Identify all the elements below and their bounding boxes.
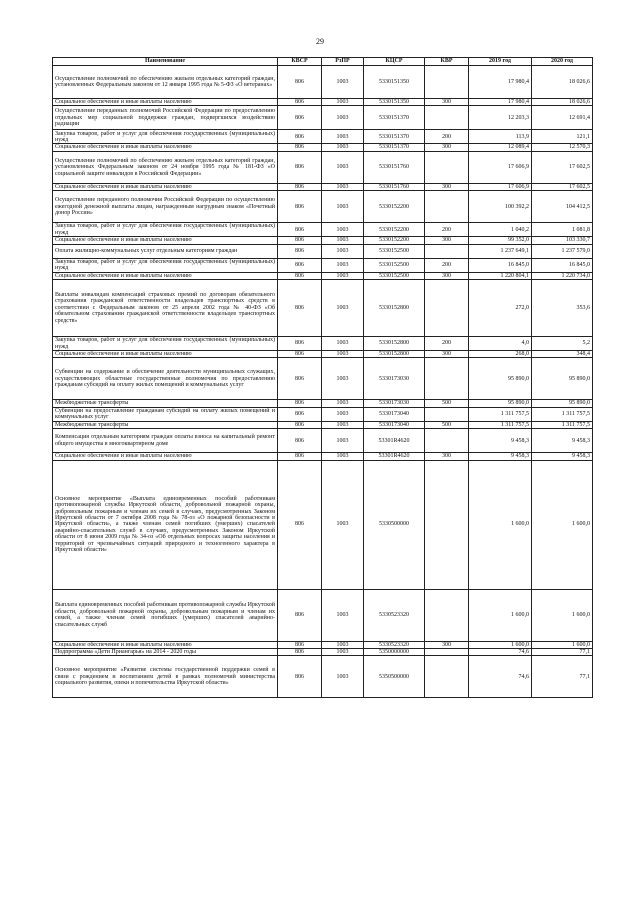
- header-2019: 2019 год: [469, 58, 532, 66]
- row-value-2019: 1 311 757,5: [469, 407, 532, 421]
- row-value-2019: 95 890,0: [469, 358, 532, 400]
- row-rzpr: 1003: [322, 337, 364, 351]
- row-rzpr: 1003: [322, 453, 364, 460]
- table-row: [53, 407, 593, 421]
- row-value-2020: 1 600,0: [532, 460, 593, 589]
- row-rzpr: 1003: [322, 66, 364, 99]
- row-value-2019: 1 600,0: [469, 460, 532, 589]
- row-name: Оплата жилищно-коммунальных услуг отдельным категориям граждан: [53, 244, 278, 258]
- row-kvr: [425, 429, 469, 453]
- row-kvsr: 806: [278, 337, 322, 351]
- row-value-2019: 17 606,9: [469, 151, 532, 183]
- row-value-2020: 18 026,6: [532, 66, 593, 99]
- row-kvsr: 806: [278, 244, 322, 258]
- row-kvsr: 806: [278, 460, 322, 589]
- table-row: [53, 237, 593, 244]
- row-kvsr: 806: [278, 191, 322, 223]
- row-rzpr: 1003: [322, 656, 364, 698]
- row-name: Закупка товаров, работ и услуг для обеспечения государственных (муниципальных) нужд: [53, 130, 278, 144]
- row-name: Выплата единовременных пособий работникам противопожарной службы Иркутской области, добровольной пожарной охраны, добровольным пожарным и членам их семей, а также членам семей погибших (умерших) спасателей аварийно-спасательных служб: [53, 589, 278, 641]
- row-value-2020: 1 600,0: [532, 589, 593, 641]
- row-value-2019: 268,0: [469, 351, 532, 358]
- row-name: Межбюджетные трансферты: [53, 421, 278, 428]
- row-kcsr: 5330152200: [364, 237, 425, 244]
- row-value-2019: 99 352,0: [469, 237, 532, 244]
- row-name: Социальное обеспечение и иные выплаты населению: [53, 99, 278, 106]
- row-kvr: [425, 589, 469, 641]
- table-row: [53, 272, 593, 279]
- table-row: [53, 223, 593, 237]
- table-row: [53, 191, 593, 223]
- row-kcsr: 53301R4620: [364, 453, 425, 460]
- row-name: Основное мероприятие «Выплата единовременных пособий работникам противопожарной службы Иркутской области, добровольной пожарной охраны, добровольным пожарным и членам их семей в случаях, предусмотренных Законом Иркутской области от 7 октября 2008 года № 78-оз «О пожарной безопасности в Иркутской области», а также членам семей погибших (умерших) спасателей аварийно-спасательных служб в случаях, предусмотренных Законом Иркутской области от 8 июня 2009 года № 34-оз «Об отдельных вопросах защиты населения и территорий от чрезвычайных ситуаций природного и техногенного характера в Иркутской области»: [53, 460, 278, 589]
- row-kcsr: 5330173040: [364, 407, 425, 421]
- row-kvr: 500: [425, 400, 469, 407]
- row-rzpr: 1003: [322, 429, 364, 453]
- table-row: [53, 641, 593, 648]
- table-row: [53, 400, 593, 407]
- row-kvsr: 806: [278, 237, 322, 244]
- row-kvr: [425, 66, 469, 99]
- row-value-2020: 9 458,3: [532, 429, 593, 453]
- row-value-2020: 17 602,5: [532, 151, 593, 183]
- row-value-2020: 9 458,3: [532, 453, 593, 460]
- row-name: Выплаты инвалидам компенсаций страховых премий по договорам обязательного страхования гражданской ответственности владельцев транспортных средств в соответствии с Федеральным законом от 25 апреля 2002 года № 40-ФЗ «Об обязательном страховании гражданской ответственности владельцев транспортных средств»: [53, 280, 278, 337]
- row-kvsr: 806: [278, 656, 322, 698]
- row-value-2019: 113,9: [469, 130, 532, 144]
- row-name: Осуществление переданного полномочия Российской Федерации по осуществлению ежегодной денежной выплаты лицам, награжденным нагрудным знаком «Почетный донор России»: [53, 191, 278, 223]
- row-kvsr: 806: [278, 400, 322, 407]
- row-name: Социальное обеспечение и иные выплаты населению: [53, 237, 278, 244]
- row-kvr: [425, 656, 469, 698]
- row-kcsr: 5330151760: [364, 183, 425, 190]
- row-value-2020: 104 412,5: [532, 191, 593, 223]
- row-name: Осуществление полномочий по обеспечению жильем отдельных категорий граждан, установленных Федеральным законом от 12 января 1995 года № 5-ФЗ «О ветеранах»: [53, 66, 278, 99]
- row-kvsr: 806: [278, 183, 322, 190]
- row-kvr: [425, 280, 469, 337]
- row-rzpr: 1003: [322, 237, 364, 244]
- row-kvr: [425, 191, 469, 223]
- row-value-2020: 77,1: [532, 649, 593, 656]
- row-value-2019: 100 392,2: [469, 191, 532, 223]
- row-kvsr: 806: [278, 407, 322, 421]
- row-value-2020: 12 691,4: [532, 106, 593, 130]
- row-kvsr: 806: [278, 144, 322, 151]
- row-value-2020: 353,6: [532, 280, 593, 337]
- header-2020: 2020 год: [532, 58, 593, 66]
- row-kcsr: 53301R4620: [364, 429, 425, 453]
- table-row: [53, 453, 593, 460]
- row-kvsr: 806: [278, 130, 322, 144]
- row-kvsr: 806: [278, 429, 322, 453]
- row-name: Социальное обеспечение и иные выплаты населению: [53, 351, 278, 358]
- row-value-2019: 17 980,4: [469, 66, 532, 99]
- row-value-2019: 1 220 804,1: [469, 272, 532, 279]
- row-kcsr: 5350500000: [364, 656, 425, 698]
- row-value-2020: 348,4: [532, 351, 593, 358]
- row-value-2019: 272,0: [469, 280, 532, 337]
- row-kvsr: 806: [278, 106, 322, 130]
- row-kvsr: 806: [278, 641, 322, 648]
- row-kvsr: 806: [278, 589, 322, 641]
- row-kcsr: 5330151350: [364, 99, 425, 106]
- row-kcsr: 5330500000: [364, 460, 425, 589]
- row-rzpr: 1003: [322, 358, 364, 400]
- header-kvsr: КВСР: [278, 58, 322, 66]
- row-rzpr: 1003: [322, 351, 364, 358]
- row-kcsr: 5330152200: [364, 191, 425, 223]
- row-rzpr: 1003: [322, 151, 364, 183]
- row-value-2019: 9 458,3: [469, 453, 532, 460]
- row-rzpr: 1003: [322, 400, 364, 407]
- table-row: [53, 280, 593, 337]
- row-kcsr: 5330152500: [364, 272, 425, 279]
- table-row: [53, 589, 593, 641]
- table-row: [53, 351, 593, 358]
- row-kvr: [425, 244, 469, 258]
- row-value-2020: 18 026,6: [532, 99, 593, 106]
- table-row: [53, 130, 593, 144]
- row-kvr: 300: [425, 351, 469, 358]
- row-name: Социальное обеспечение и иные выплаты населению: [53, 453, 278, 460]
- row-kcsr: 5330152800: [364, 337, 425, 351]
- row-rzpr: 1003: [322, 223, 364, 237]
- row-name: Подпрограмма «Дети Приангарья» на 2014 - 2020 годы: [53, 649, 278, 656]
- row-name: Межбюджетные трансферты: [53, 400, 278, 407]
- table-row: [53, 151, 593, 183]
- row-kvr: 200: [425, 258, 469, 272]
- row-name: Субвенции на содержание и обеспечение деятельности муниципальных служащих, осуществляющих областные государственные полномочия по предоставлению гражданам субсидий на оплату жилых помещений и коммунальных услуг: [53, 358, 278, 400]
- table-row: [53, 144, 593, 151]
- row-kcsr: 5330173040: [364, 421, 425, 428]
- row-value-2020: 95 890,0: [532, 358, 593, 400]
- row-kvr: 300: [425, 453, 469, 460]
- row-rzpr: 1003: [322, 649, 364, 656]
- row-value-2020: 95 890,0: [532, 400, 593, 407]
- row-kvr: [425, 649, 469, 656]
- row-value-2019: 1 311 757,5: [469, 421, 532, 428]
- row-kcsr: 5330173030: [364, 358, 425, 400]
- row-rzpr: 1003: [322, 280, 364, 337]
- row-kvsr: 806: [278, 453, 322, 460]
- row-kcsr: 5330151370: [364, 130, 425, 144]
- table-row: [53, 337, 593, 351]
- row-kvr: [425, 407, 469, 421]
- row-value-2020: 12 570,3: [532, 144, 593, 151]
- row-kvr: 300: [425, 272, 469, 279]
- row-rzpr: 1003: [322, 421, 364, 428]
- row-name: Социальное обеспечение и иные выплаты населению: [53, 144, 278, 151]
- row-kvsr: 806: [278, 258, 322, 272]
- row-kvsr: 806: [278, 66, 322, 99]
- table-row: [53, 106, 593, 130]
- header-row: [53, 58, 593, 66]
- row-rzpr: 1003: [322, 460, 364, 589]
- row-name: Основное мероприятие «Развитие системы государственной поддержки семей в связи с рождением и воспитанием детей в рамках полномочий министерства социального развития, опеки и попечительства Иркутской области»: [53, 656, 278, 698]
- row-kvr: [425, 106, 469, 130]
- row-name: Осуществление переданных полномочий Российской Федерации по предоставлению отдельных мер социальной поддержки граждан, подвергшихся воздействию радиации: [53, 106, 278, 130]
- row-kcsr: 5330152500: [364, 258, 425, 272]
- row-kcsr: 5330173030: [364, 400, 425, 407]
- row-value-2019: 9 458,3: [469, 429, 532, 453]
- row-value-2019: 1 600,0: [469, 589, 532, 641]
- row-kcsr: 5330152800: [364, 351, 425, 358]
- table-row: [53, 460, 593, 589]
- row-value-2019: 4,0: [469, 337, 532, 351]
- row-rzpr: 1003: [322, 191, 364, 223]
- table-row: [53, 649, 593, 656]
- row-rzpr: 1003: [322, 258, 364, 272]
- header-kvr: КВР: [425, 58, 469, 66]
- header-kcsr: КЦСР: [364, 58, 425, 66]
- row-kvsr: 806: [278, 99, 322, 106]
- row-value-2019: 16 845,0: [469, 258, 532, 272]
- row-kvsr: 806: [278, 649, 322, 656]
- row-value-2019: 1 237 649,1: [469, 244, 532, 258]
- row-value-2019: 74,6: [469, 656, 532, 698]
- row-value-2019: 17 980,4: [469, 99, 532, 106]
- row-value-2020: 17 602,5: [532, 183, 593, 190]
- row-value-2020: 121,1: [532, 130, 593, 144]
- row-kcsr: 5330151370: [364, 144, 425, 151]
- row-name: Субвенции на предоставление гражданам субсидий на оплату жилых помещений и коммунальных услуг: [53, 407, 278, 421]
- row-kcsr: 5330152200: [364, 223, 425, 237]
- row-value-2019: 1 040,2: [469, 223, 532, 237]
- row-kcsr: 5350000000: [364, 649, 425, 656]
- row-kvsr: 806: [278, 421, 322, 428]
- row-value-2020: 1 600,0: [532, 641, 593, 648]
- table-row: [53, 421, 593, 428]
- row-kvsr: 806: [278, 223, 322, 237]
- table-row: [53, 99, 593, 106]
- row-value-2020: 1 237 579,0: [532, 244, 593, 258]
- row-rzpr: 1003: [322, 144, 364, 151]
- row-kvr: [425, 151, 469, 183]
- row-value-2020: 1 081,8: [532, 223, 593, 237]
- row-kvr: [425, 460, 469, 589]
- row-value-2019: 12 203,3: [469, 106, 532, 130]
- row-rzpr: 1003: [322, 106, 364, 130]
- row-kvr: 300: [425, 183, 469, 190]
- row-name: Закупка товаров, работ и услуг для обеспечения государственных (муниципальных) нужд: [53, 337, 278, 351]
- row-name: Закупка товаров, работ и услуг для обеспечения государственных (муниципальных) нужд: [53, 258, 278, 272]
- row-kvr: 200: [425, 337, 469, 351]
- row-name: Осуществление полномочий по обеспечению жильем отдельных категорий граждан, установленных Федеральным законом от 24 ноября 1995 года № 181-ФЗ «О социальной защите инвалидов в Российской Федерации»: [53, 151, 278, 183]
- table-row: [53, 183, 593, 190]
- row-value-2019: 12 089,4: [469, 144, 532, 151]
- row-kcsr: 5330152500: [364, 244, 425, 258]
- row-kvr: [425, 358, 469, 400]
- row-kvr: 200: [425, 130, 469, 144]
- row-kvr: 300: [425, 144, 469, 151]
- row-kvr: 500: [425, 421, 469, 428]
- row-kvr: 300: [425, 99, 469, 106]
- table-row: [53, 258, 593, 272]
- row-value-2020: 5,2: [532, 337, 593, 351]
- table-row: [53, 358, 593, 400]
- row-value-2020: 1 220 734,0: [532, 272, 593, 279]
- row-kcsr: 5330152800: [364, 280, 425, 337]
- row-kvr: 300: [425, 237, 469, 244]
- row-kcsr: 5330151760: [364, 151, 425, 183]
- header-name: Наименование: [53, 58, 278, 66]
- row-kvr: 200: [425, 223, 469, 237]
- row-value-2019: 95 890,0: [469, 400, 532, 407]
- row-rzpr: 1003: [322, 589, 364, 641]
- row-name: Компенсация отдельным категориям граждан оплаты взноса на капитальный ремонт общего имущества в многоквартирном доме: [53, 429, 278, 453]
- row-kvsr: 806: [278, 151, 322, 183]
- row-rzpr: 1003: [322, 99, 364, 106]
- row-kcsr: 5330151350: [364, 66, 425, 99]
- row-value-2020: 1 311 757,5: [532, 421, 593, 428]
- row-value-2020: 103 330,7: [532, 237, 593, 244]
- row-kcsr: 5330151370: [364, 106, 425, 130]
- row-rzpr: 1003: [322, 641, 364, 648]
- row-name: Социальное обеспечение и иные выплаты населению: [53, 183, 278, 190]
- row-rzpr: 1003: [322, 407, 364, 421]
- row-kcsr: 5330523320: [364, 641, 425, 648]
- row-name: Закупка товаров, работ и услуг для обеспечения государственных (муниципальных) нужд: [53, 223, 278, 237]
- table-row: [53, 244, 593, 258]
- row-value-2020: 16 845,0: [532, 258, 593, 272]
- page-number: 29: [316, 37, 324, 46]
- row-kvsr: 806: [278, 358, 322, 400]
- row-rzpr: 1003: [322, 130, 364, 144]
- row-value-2020: 77,1: [532, 656, 593, 698]
- row-value-2019: 17 606,9: [469, 183, 532, 190]
- row-rzpr: 1003: [322, 272, 364, 279]
- row-kvsr: 806: [278, 272, 322, 279]
- table-row: [53, 656, 593, 698]
- row-value-2020: 1 311 757,5: [532, 407, 593, 421]
- row-name: Социальное обеспечение и иные выплаты населению: [53, 641, 278, 648]
- row-kvr: 300: [425, 641, 469, 648]
- budget-table: [52, 57, 593, 698]
- table-row: [53, 66, 593, 99]
- row-name: Социальное обеспечение и иные выплаты населению: [53, 272, 278, 279]
- row-kcsr: 5330523320: [364, 589, 425, 641]
- row-kvsr: 806: [278, 280, 322, 337]
- row-rzpr: 1003: [322, 244, 364, 258]
- row-value-2019: 1 600,0: [469, 641, 532, 648]
- row-kvsr: 806: [278, 351, 322, 358]
- table-row: [53, 429, 593, 453]
- header-rzpr: РзПР: [322, 58, 364, 66]
- row-value-2019: 74,6: [469, 649, 532, 656]
- row-rzpr: 1003: [322, 183, 364, 190]
